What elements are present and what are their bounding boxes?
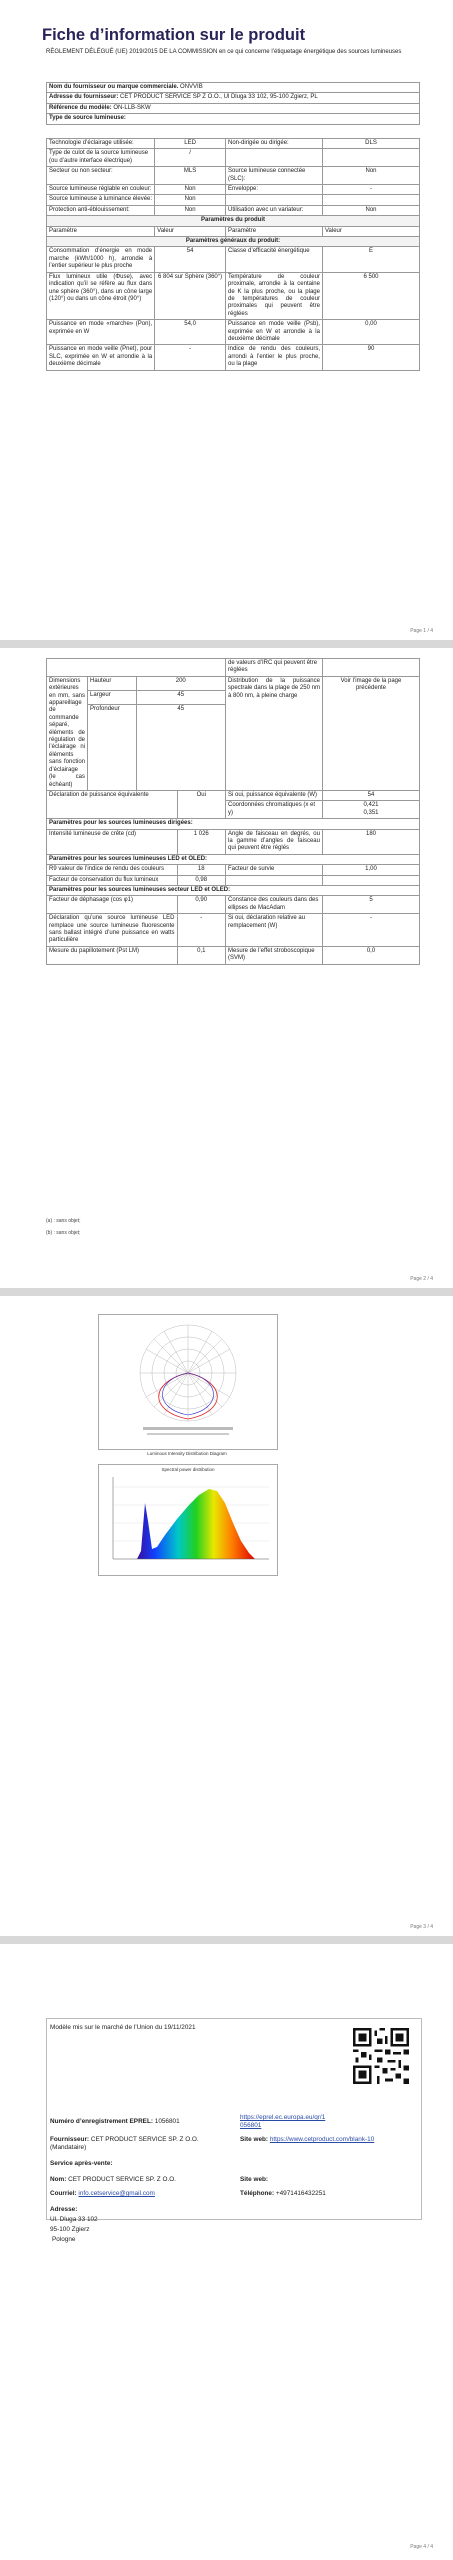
service-label: Service après-vente:	[50, 2160, 113, 2167]
cri-label: Indice de rendu des couleurs, arrondi à l’entier le plus proche, ou la plage	[226, 345, 323, 370]
stroboscopic-label: Mesure de l’effet stroboscopique (SVM)	[226, 946, 323, 964]
height-label: Hauteur	[88, 676, 136, 690]
flux-maintenance-label: Facteur de conservation du flux lumineux	[47, 875, 178, 885]
cap-label: Type de culot de la source lumineuse (ou d’autre interface électrique)	[47, 149, 155, 167]
eprel-link[interactable]: https://eprel.ec.europa.eu/qr/1056801	[240, 2114, 326, 2129]
address-value: CET PRODUCT SERVICE SP Z O.O., Ul Dluga 33 102, 95-100 Zgierz, PL	[120, 94, 318, 101]
supplier-table	[46, 82, 420, 125]
mains-section: Paramètres pour les sources lumineuses secteur LED et OLED:	[47, 885, 420, 895]
envelope-label: Enveloppe:	[226, 185, 323, 195]
page-3	[0, 1296, 453, 1936]
equivalent-label: Déclaration de puissance équivalente	[47, 790, 178, 818]
on-power-value: 54,0	[155, 320, 226, 345]
beam-angle-value: 180	[322, 829, 419, 854]
energy-value: 54	[155, 247, 226, 272]
spectrum-diagram	[98, 1464, 278, 1576]
model-value: ON-LLB-SKW	[113, 104, 151, 111]
name-label: Nom:	[50, 2176, 67, 2183]
macadam-label: Constance des couleurs dans des ellipses de MacAdam	[226, 896, 323, 914]
tech-label: Technologie d’éclairage utilisée:	[47, 139, 155, 149]
supplier-label: Fournisseur:	[50, 2136, 90, 2143]
regulation-text: RÈGLEMENT DÉLÉGUÉ (UE) 2019/2015 DE LA COMMISSION en ce qui concerne l’étiquetage énergétique des sources lumineuses	[46, 49, 402, 55]
peak-intensity-value: 1 026	[177, 829, 225, 854]
efficiency-class-value: E	[322, 247, 419, 272]
params-table-continued	[46, 658, 420, 965]
page-1	[0, 0, 453, 640]
phone-label: Téléphone:	[240, 2190, 275, 2197]
address-label: Adresse du fournisseur:	[49, 94, 119, 101]
param-header-2: Paramètre	[226, 226, 323, 236]
beam-angle-label: Angle de faisceau en degrés, ou la gamme d’angles de faisceau qui peuvent être réglés	[226, 829, 323, 854]
polar-chart-svg	[99, 1315, 277, 1449]
replacement-w-label: Si oui, déclaration relative au remplacement (W)	[226, 914, 323, 947]
directional-section: Paramètres pour les sources lumineuses dirigées:	[47, 819, 420, 829]
peak-intensity-label: Intensité lumineuse de crête (cd)	[47, 829, 178, 854]
name-value: CET PRODUCT SERVICE SP. Z O.O.	[68, 2176, 176, 2183]
website-link[interactable]: https://www.cetproduct.com/blank-10	[269, 2136, 375, 2143]
eprel-label: Numéro d’enregistrement EPREL:	[50, 2118, 153, 2125]
qr-code-icon	[353, 2028, 409, 2084]
on-power-label: Puissance en mode «marche» (Pon), exprimée en W	[47, 320, 155, 345]
replacement-value: -	[177, 914, 225, 947]
page-number: Page 3 / 4	[410, 1924, 433, 1930]
color-tunable-label: Source lumineuse réglable en couleur:	[47, 185, 155, 195]
supplier-label: Nom du fournisseur ou marque commerciale.	[49, 84, 179, 90]
cri-continued: de valeurs d’IRC qui peuvent être réglées	[226, 659, 323, 677]
address-line-2: 95-100 Zgierz	[50, 2226, 90, 2233]
website-label: Site web:	[240, 2136, 269, 2143]
standby-label: Puissance en mode veille (Psb), exprimée en W et arrondie à la deuxième décimale	[226, 320, 323, 345]
glare-value: Non	[155, 205, 226, 215]
width-value: 45	[136, 690, 226, 704]
net-standby-label: Puissance en mode veille (Pnet), pour SLC, exprimée en W et arrondie à la deuxième décimale	[47, 345, 155, 370]
general-section: Paramètres généraux du produit:	[47, 237, 420, 247]
survival-value: 1,00	[322, 865, 419, 875]
spectrum-value: Voir l’image de la page précédente	[322, 676, 419, 790]
supplier-value: CET PRODUCT SERVICE SP. Z O.O. (Mandataire)	[50, 2136, 199, 2151]
address-line-1: Ul. Dluga 33 102	[50, 2216, 98, 2223]
depth-value: 45	[136, 704, 226, 790]
displacement-label: Facteur de déphasage (cos φ1)	[47, 896, 178, 914]
type-section: Type de source lumineuse:	[47, 114, 420, 124]
supplier-row	[47, 83, 420, 93]
model-label: Référence du modèle:	[49, 104, 112, 111]
polar-caption: Luminous Intensity Distribution Diagram	[147, 1451, 227, 1456]
value-header: Valeur	[155, 226, 226, 236]
address-line-3: Pologne	[52, 2236, 76, 2243]
envelope-value: -	[322, 185, 419, 195]
cri-value: 90	[322, 345, 419, 370]
flux-value: 6 804 sur Sphère (360°)	[155, 272, 226, 319]
flicker-value: 0,1	[177, 946, 225, 964]
chromaticity-y: 0,351	[363, 809, 379, 816]
dimmer-value: Non	[322, 205, 419, 215]
cls-value: Non	[322, 167, 419, 185]
spectrum-chart-svg	[99, 1465, 277, 1575]
chromaticity-label: Coordonnées chromatiques (x et y)	[226, 801, 323, 819]
tech-value: LED	[155, 139, 226, 149]
email-link[interactable]: info.cetservice@gmail.com	[78, 2190, 155, 2197]
displacement-value: 0,90	[177, 896, 225, 914]
cct-label: Température de couleur proximale, arrondie à la centaine de K la plus proche, ou la plage de températures de couleur proximales qui peuvent être réglées	[226, 272, 323, 319]
high-luminance-value: Non	[155, 195, 226, 205]
equivalent-value: Oui	[177, 790, 225, 818]
phone-value: +4971416432251	[275, 2190, 326, 2197]
cls-label: Source lumineuse connectée (SLC):	[226, 167, 323, 185]
flicker-label: Mesure du papillotement (Pst LM)	[47, 946, 178, 964]
energy-label: Consommation d’énergie en mode marche (kWh/1000 h), arrondie à l’entier supérieur le plus proche	[47, 247, 155, 272]
page-number: Page 1 / 4	[410, 628, 433, 634]
dimensions-label: Dimensions extérieures en mm, sans appareillage de commande séparé, éléments de régulation de l’éclairage ni éléments sans fonction d’éclairage (le cas échéant)	[47, 676, 88, 790]
replacement-label: Déclaration qu’une source lumineuse LED remplace une source lumineuse fluorescente sans ballast intégré d’une puissance en watts particulière	[47, 914, 178, 947]
chromaticity-x: 0,421	[363, 802, 379, 809]
standby-value: 0,00	[322, 320, 419, 345]
equivalent-power-value: 54	[322, 790, 419, 800]
efficiency-class-label: Classe d’efficacité énergétique	[226, 247, 323, 272]
params-section: Paramètres du produit	[47, 216, 420, 226]
page-number: Page 2 / 4	[410, 1276, 433, 1282]
website-label-2: Site web:	[240, 2176, 269, 2183]
r9-value: 18	[177, 865, 225, 875]
replacement-w-value: -	[322, 914, 419, 947]
value-header-2: Valeur	[322, 226, 419, 236]
color-tunable-value: Non	[155, 185, 226, 195]
dimmer-label: Utilisation avec un variateur:	[226, 205, 323, 215]
width-label: Largeur	[88, 690, 136, 704]
spectrum-label: Distribution de la puissance spectrale dans la plage de 250 nm à 800 nm, à pleine charge	[226, 676, 323, 790]
supplier-value: ONVVIB	[180, 84, 203, 90]
footnote-a: (a) : sans objet;	[46, 1218, 81, 1224]
cap-value: /	[155, 149, 226, 167]
email-label: Courriel:	[50, 2190, 77, 2197]
page-number: Page 4 / 4	[410, 2544, 433, 2550]
spectrum-caption: Spectral power distribution	[161, 1467, 215, 1472]
mains-label: Secteur ou non secteur:	[47, 167, 155, 185]
market-date: Modèle mis sur le marché de l’Union du 19/11/2021	[50, 2024, 196, 2031]
flux-maintenance-value: 0,98	[177, 875, 225, 885]
r9-label: R9 valeur de l’indice de rendu des couleurs	[47, 865, 178, 875]
stroboscopic-value: 0,0	[322, 946, 419, 964]
param-header: Paramètre	[47, 226, 155, 236]
address-row	[47, 93, 420, 103]
footnote-b: (b) : sans objet;	[46, 1230, 81, 1236]
flux-label: Flux lumineux utile (Φuse), avec indication qu’il se réfère au flux dans une sphère (360°), dans un cône large (120°) ou dans un cône étroit (90°)	[47, 272, 155, 319]
net-standby-value: -	[155, 345, 226, 370]
directional-label: Non-dirigée ou dirigée:	[226, 139, 323, 149]
directional-value: DLS	[322, 139, 419, 149]
depth-label: Profondeur	[88, 704, 136, 790]
height-value: 200	[136, 676, 226, 690]
mains-value: MLS	[155, 167, 226, 185]
macadam-value: 5	[322, 896, 419, 914]
address-label: Adresse:	[50, 2206, 78, 2213]
cct-value: 6 500	[322, 272, 419, 319]
eprel-value: 1056801	[154, 2118, 180, 2125]
survival-label: Facteur de survie	[226, 865, 323, 875]
polar-diagram	[98, 1314, 278, 1450]
document-title: Fiche d’information sur le produit	[42, 26, 306, 44]
high-luminance-label: Source lumineuse à luminance élevée:	[47, 195, 155, 205]
page-2	[0, 648, 453, 1288]
type-table	[46, 138, 420, 371]
model-row	[47, 103, 420, 113]
led-section: Paramètres pour les sources lumineuses LED et OLED:	[47, 854, 420, 864]
page-4	[0, 1944, 453, 2560]
glare-label: Protection anti-éblouissement:	[47, 205, 155, 215]
equivalent-power-label: Si oui, puissance équivalente (W)	[226, 790, 323, 800]
